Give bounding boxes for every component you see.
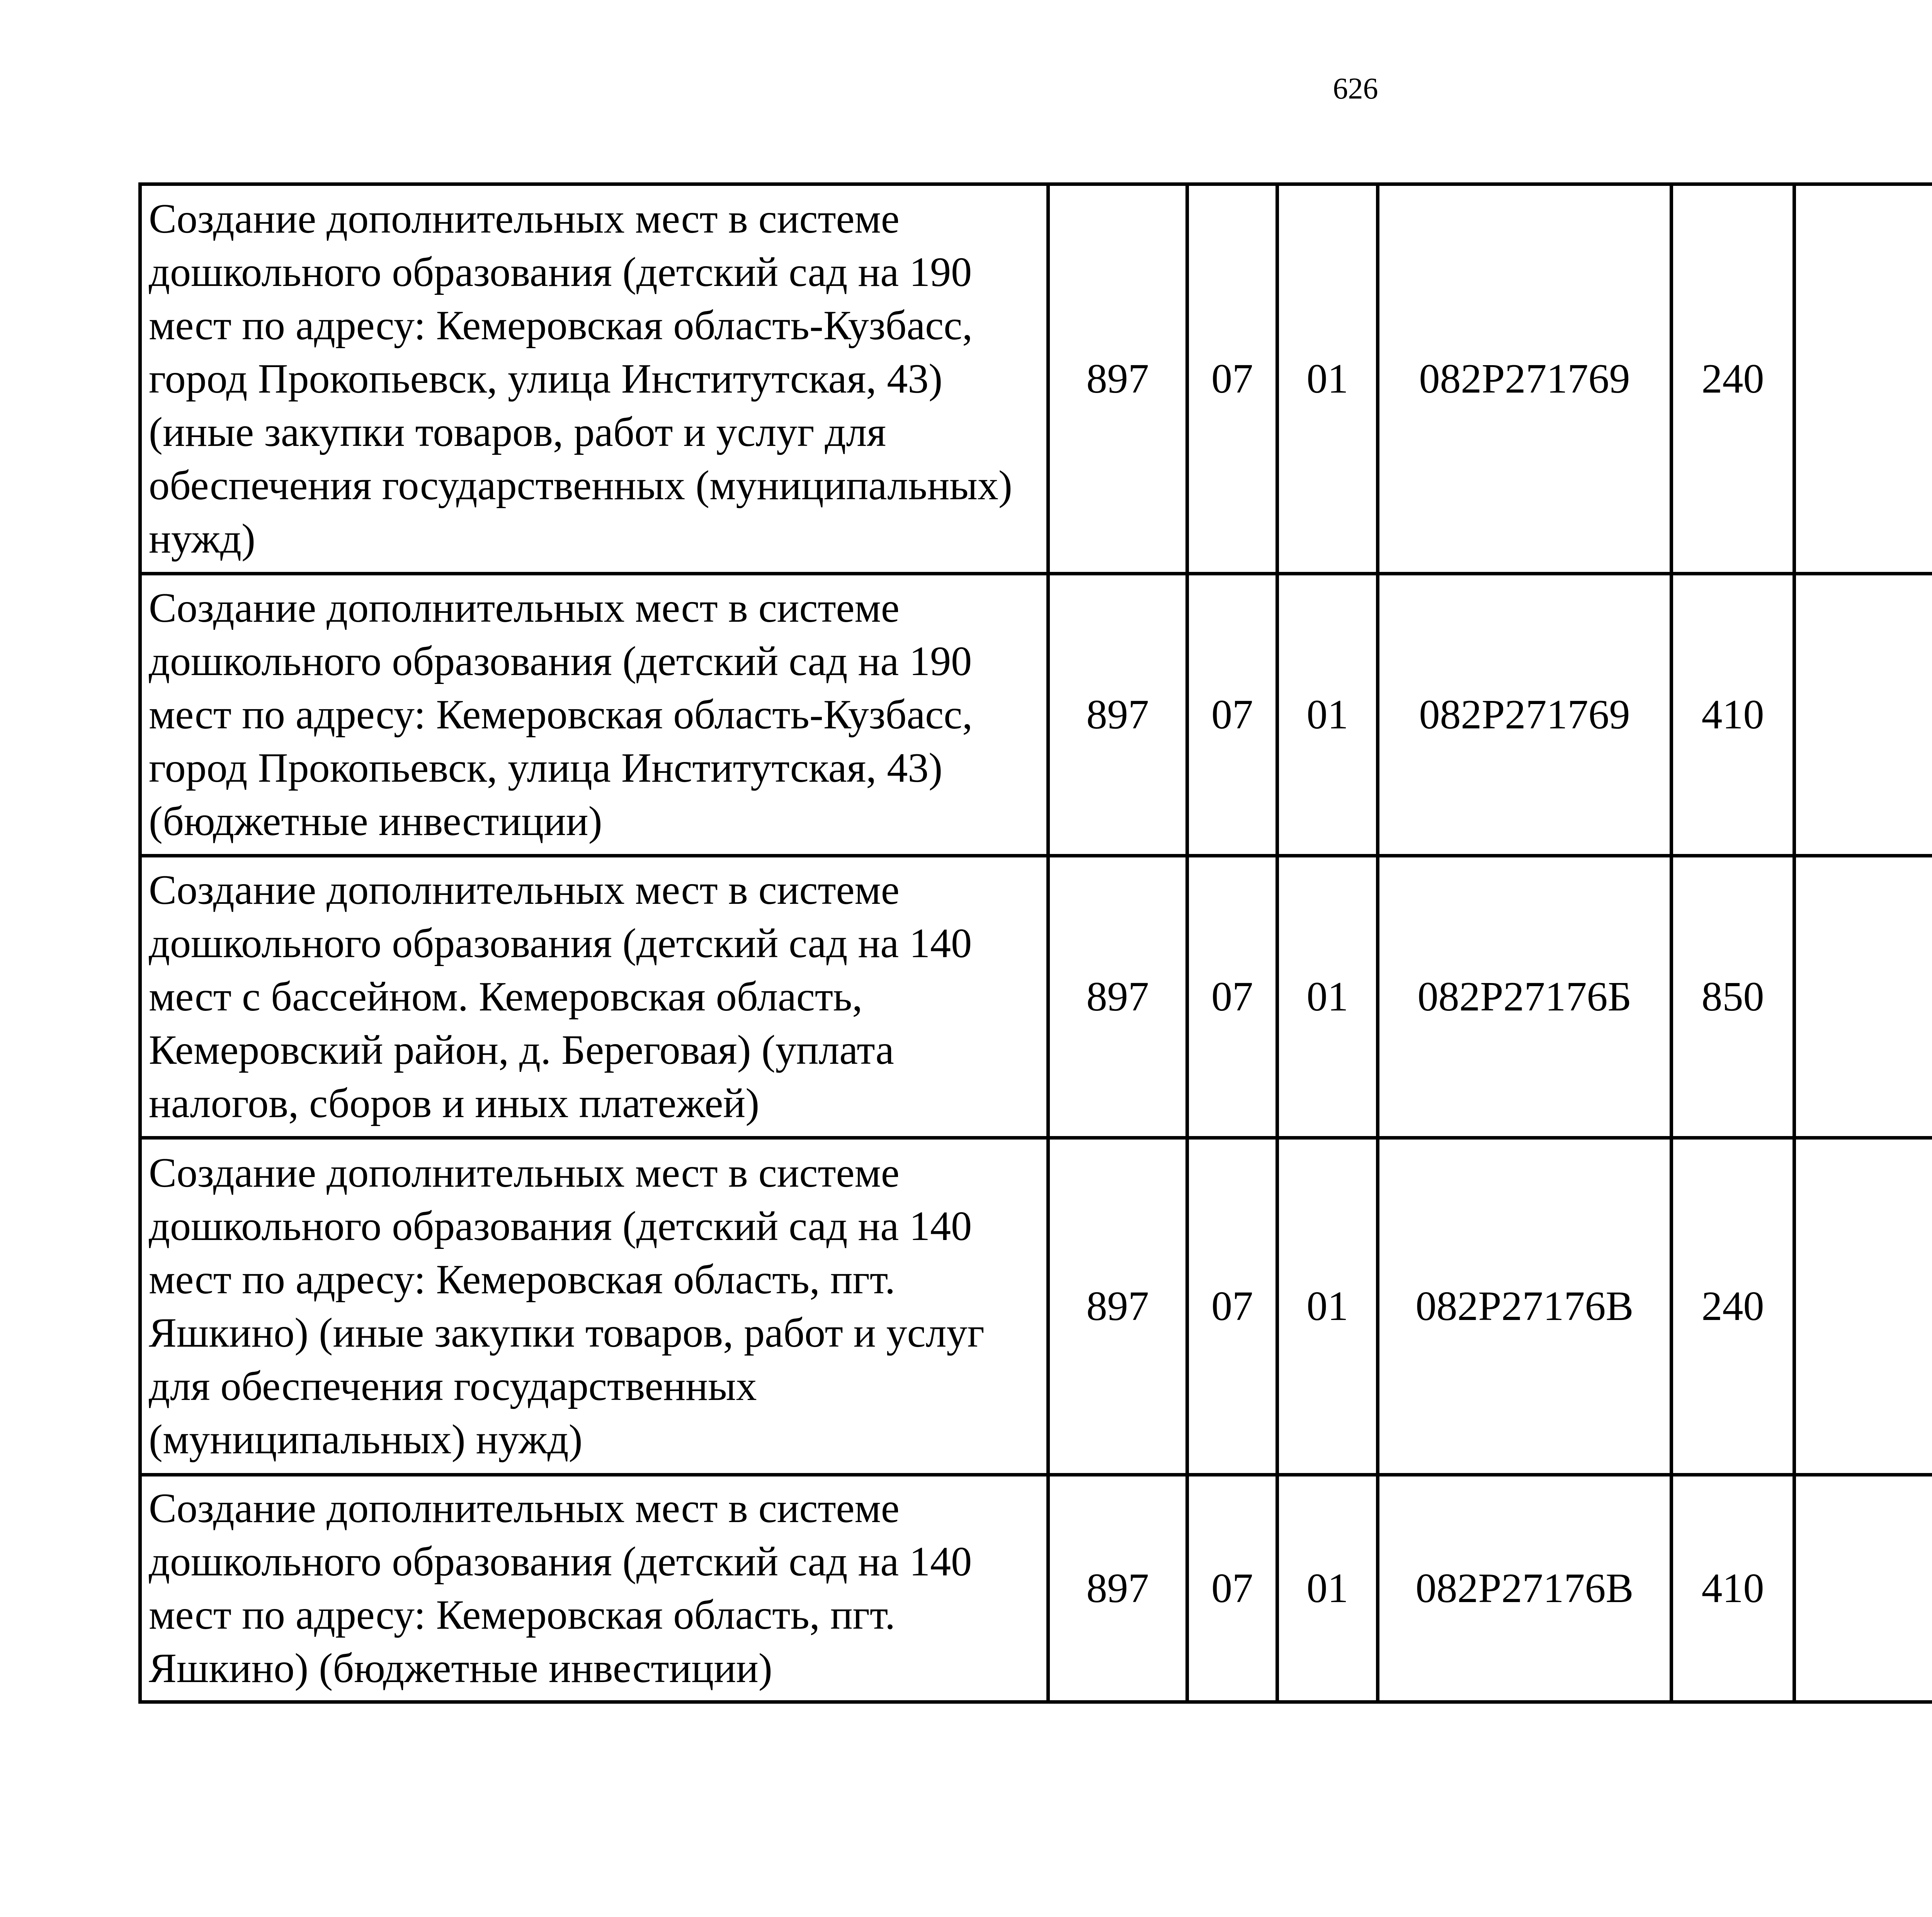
expense-type-code: 850: [1672, 856, 1794, 1138]
amount-value: [1794, 184, 1932, 574]
amount-value: [1794, 574, 1932, 856]
target-article-code: 082Р27176В: [1378, 1138, 1672, 1475]
row-description: Создание дополнительных мест в системе дошкольного образования (детский сад на 190 мест по адресу: Кемеровская область-Кузбасс, город Прокопьевск, улица Институтская, 43) (бюджетные инвестиции): [140, 574, 1048, 856]
expense-type-code: 410: [1672, 1475, 1794, 1702]
section-code: 07: [1187, 574, 1277, 856]
table-row: [140, 1475, 1932, 1702]
target-article-code: 082Р271769: [1378, 184, 1672, 574]
ministry-code: 897: [1048, 1475, 1187, 1702]
amount-value: [1794, 1138, 1932, 1475]
section-code: 07: [1187, 1475, 1277, 1702]
target-article-code: 082Р271769: [1378, 574, 1672, 856]
page-number: 626: [1333, 71, 1378, 105]
row-description: Создание дополнительных мест в системе дошкольного образования (детский сад на 190 мест по адресу: Кемеровская область-Кузбасс, город Прокопьевск, улица Институтская, 43) (иные закупки товаров, работ и услуг для обеспечения государственных (муниципальных) нужд): [140, 184, 1048, 574]
expense-type-code: 410: [1672, 574, 1794, 856]
subsection-code: 01: [1277, 856, 1378, 1138]
subsection-code: 01: [1277, 184, 1378, 574]
section-code: 07: [1187, 1138, 1277, 1475]
table-row: [140, 574, 1932, 856]
expense-type-code: 240: [1672, 1138, 1794, 1475]
ministry-code: 897: [1048, 184, 1187, 574]
target-article-code: 082Р27176Б: [1378, 856, 1672, 1138]
expense-type-code: 240: [1672, 184, 1794, 574]
ministry-code: 897: [1048, 1138, 1187, 1475]
subsection-code: 01: [1277, 1475, 1378, 1702]
table-row: [140, 184, 1932, 574]
subsection-code: 01: [1277, 574, 1378, 856]
row-description: Создание дополнительных мест в системе дошкольного образования (детский сад на 140 мест по адресу: Кемеровская область, пгт. Яшкино) (иные закупки товаров, работ и услуг для обеспечения государственных (муниципальных) нужд): [140, 1138, 1048, 1475]
ministry-code: 897: [1048, 856, 1187, 1138]
section-code: 07: [1187, 856, 1277, 1138]
budget-table: [138, 182, 1932, 1704]
ministry-code: 897: [1048, 574, 1187, 856]
amount-value: [1794, 856, 1932, 1138]
table-row: [140, 1138, 1932, 1475]
amount-value: [1794, 1475, 1932, 1702]
row-description: Создание дополнительных мест в системе дошкольного образования (детский сад на 140 мест с бассейном. Кемеровская область, Кемеровский район, д. Береговая) (уплата налогов, сборов и иных платежей): [140, 856, 1048, 1138]
subsection-code: 01: [1277, 1138, 1378, 1475]
table-row: [140, 856, 1932, 1138]
section-code: 07: [1187, 184, 1277, 574]
row-description: Создание дополнительных мест в системе дошкольного образования (детский сад на 140 мест по адресу: Кемеровская область, пгт. Яшкино) (бюджетные инвестиции): [140, 1475, 1048, 1702]
target-article-code: 082Р27176В: [1378, 1475, 1672, 1702]
